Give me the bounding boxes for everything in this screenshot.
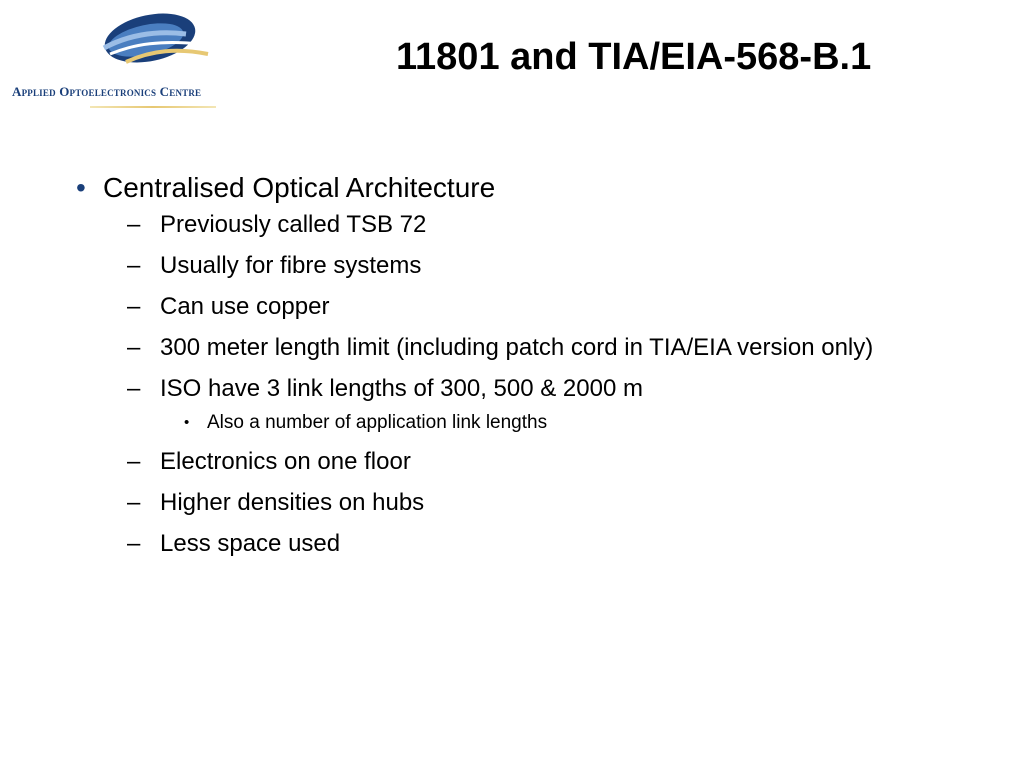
logo-globe-icon <box>96 10 216 80</box>
sub-sub-bullet-application <box>76 409 976 437</box>
sub-bullet-length-limit <box>76 331 976 364</box>
dash-mark: – <box>127 530 141 557</box>
dash-mark: – <box>127 448 141 475</box>
sub-bullet-text: Previously called TSB 72 <box>160 211 427 238</box>
sub-bullet-text: Can use copper <box>160 293 330 320</box>
dash-mark: – <box>127 489 141 516</box>
bullet-mark: • <box>184 414 190 431</box>
sub-bullet-previously <box>76 208 976 241</box>
sub-bullet-fibre <box>76 249 976 282</box>
sub-bullet-text: 300 meter length limit (including patch cord in TIA/EIA version only) <box>160 334 874 361</box>
slide-title: 11801 and TIA/EIA-568-B.1 <box>396 36 872 78</box>
sub-bullet-space <box>76 527 976 560</box>
sub-bullet-text: Usually for fibre systems <box>160 252 422 279</box>
bullet-level1 <box>76 168 976 208</box>
dash-mark: – <box>127 293 141 320</box>
logo-text: Applied Optoelectronics Centre <box>12 84 202 99</box>
logo <box>8 10 288 110</box>
sub-bullet-text: Less space used <box>160 530 341 557</box>
dash-mark: – <box>127 252 141 279</box>
dash-mark: – <box>127 375 141 402</box>
sub-bullet-iso-lengths <box>76 372 976 405</box>
sub-bullet-text: Electronics on one floor <box>160 448 411 475</box>
dash-mark: – <box>127 211 141 238</box>
sub-bullet-densities <box>76 486 976 519</box>
dash-mark: – <box>127 334 141 361</box>
sub-bullet-text: ISO have 3 link lengths of 300, 500 & 2000 m <box>160 375 643 402</box>
bullet-list <box>76 168 976 560</box>
bullet-text: Centralised Optical Architecture <box>103 172 496 203</box>
bullet-mark: • <box>76 172 86 203</box>
logo-underline <box>90 106 216 108</box>
sub-bullet-copper <box>76 290 976 323</box>
sub-bullet-text: Higher densities on hubs <box>160 489 425 516</box>
sub-sub-bullet-text: Also a number of application link lengths <box>207 412 548 433</box>
sub-bullet-electronics <box>76 445 976 478</box>
